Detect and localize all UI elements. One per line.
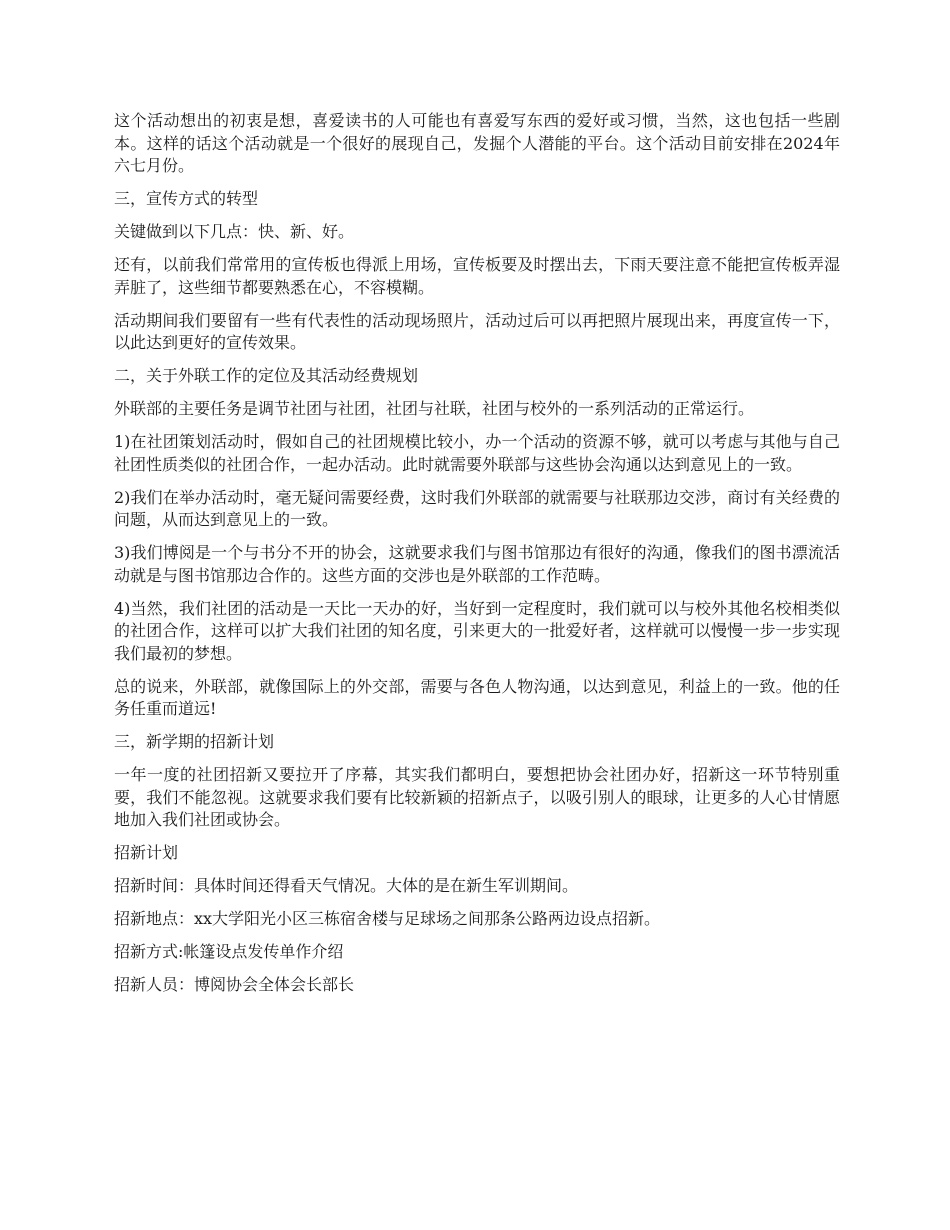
recruitment-staff: 招新人员：博阅协会全体会长部长 (114, 975, 355, 994)
heading-publicity-transformation: 三，宣传方式的转型 (114, 189, 259, 208)
document-body (114, 110, 840, 1007)
heading-external-relations: 二，关于外联工作的定位及其活动经费规划 (114, 366, 419, 385)
list-item-1: 1)在社团策划活动时，假如自己的社团规模比较小，办一个活动的资源不够，就可以考虑与其他与自己社团性质类似的社团合作，一起办活动。此时就需要外联部与这些协会沟通以达到意见上的一致。 (114, 432, 840, 474)
heading-recruitment-plan: 三，新学期的招新计划 (114, 732, 275, 751)
paragraph-recruitment-intro: 一年一度的社团招新又要拉开了序幕，其实我们都明白，要想把协会社团办好，招新这一环节特别重要，我们不能忽视。这就要求我们要有比较新颖的招新点子，以吸引别人的眼球，让更多的人心甘情愿地加入我们社团或协会。 (114, 765, 840, 829)
paragraph-summary: 总的说来，外联部，就像国际上的外交部，需要与各色人物沟通，以达到意见，利益上的一致。他的任务任重而道远! (114, 676, 840, 718)
paragraph-activity-intro: 这个活动想出的初衷是想，喜爱读书的人可能也有喜爱写东西的爱好或习惯，当然，这也包括一些剧本。这样的话这个活动就是一个很好的展现自己，发掘个人潜能的平台。这个活动目前安排在2024年六七月份。 (114, 111, 840, 175)
paragraph-publicity-board: 还有，以前我们常常用的宣传板也得派上用场，宣传板要及时摆出去，下雨天要注意不能把宣传板弄湿弄脏了，这些细节都要熟悉在心，不容模糊。 (114, 255, 840, 297)
recruitment-method: 招新方式:帐篷设点发传单作介绍 (114, 942, 344, 961)
label-recruitment-plan: 招新计划 (114, 843, 179, 862)
paragraph-activity-photos: 活动期间我们要留有一些有代表性的活动现场照片，活动过后可以再把照片展现出来，再度宣传一下，以此达到更好的宣传效果。 (114, 310, 840, 352)
recruitment-time: 招新时间：具体时间还得看天气情况。大体的是在新生军训期间。 (114, 876, 579, 895)
paragraph-key-points: 关键做到以下几点：快、新、好。 (114, 222, 355, 241)
list-item-3: 3)我们博阅是一个与书分不开的协会，这就要求我们与图书馆那边有很好的沟通，像我们的图书漂流活动就是与图书馆那边合作的。这些方面的交涉也是外联部的工作范畴。 (114, 543, 840, 585)
list-item-4: 4)当然，我们社团的活动是一天比一天办的好，当好到一定程度时，我们就可以与校外其他名校相类似的社团合作，这样可以扩大我们社团的知名度，引来更大的一批爱好者，这样就可以慢慢一步一步实现我们最初的梦想。 (114, 598, 840, 663)
list-item-2: 2)我们在举办活动时，毫无疑问需要经费，这时我们外联部的就需要与社联那边交涉，商讨有关经费的问题，从而达到意见上的一致。 (114, 487, 840, 529)
paragraph-external-tasks: 外联部的主要任务是调节社团与社团，社团与社联，社团与校外的一系列活动的正常运行。 (114, 399, 755, 418)
recruitment-location: 招新地点：xx大学阳光小区三栋宿舍楼与足球场之间那条公路两边设点招新。 (114, 909, 661, 928)
